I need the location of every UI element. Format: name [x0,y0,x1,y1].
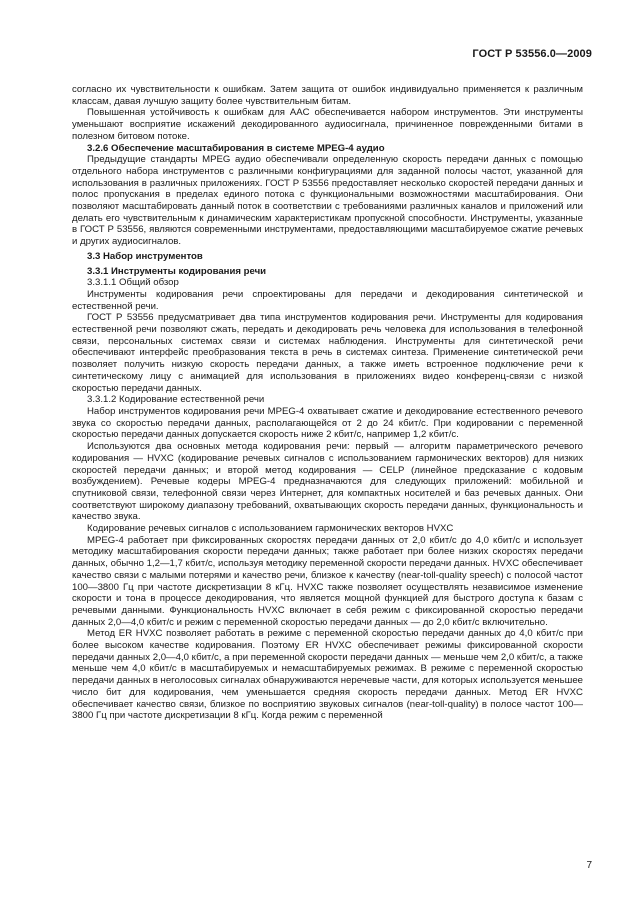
paragraph: MPEG-4 работает при фиксированных скоростях передачи данных от 2,0 кбит/с до 4,0 кбит/с и использует методику масштабирования скорости передачи данных; также работает при более низких скоростях передачи данных, обычно 1,2—1,7 кбит/с, используя методику переменной скорости передачи данных. HVXC обеспечивает качество связи с малыми потерями и качество речи, близкое к качеству (near-toll-quality speech) с полосой частот 100—3800 Гц при частоте дискретизации 8 кГц. HVXC также позволяет осуществлять независимое изменение скорости и тона в процессе декодирования, что является мощной функцией для быстрого доступа к базам с речевыми данными. Функциональность HVXC включает в себя режим с фиксированной скоростью передачи данных 2,0—4,0 кбит/с и режим с переменной скоростью передачи данных — до 2,0 кбит/с включительно. [72,534,583,628]
document-header: ГОСТ Р 53556.0—2009 [472,48,592,60]
section-heading: 3.3.1 Инструменты кодирования речи [87,265,267,277]
paragraph: Предыдущие стандарты MPEG аудио обеспечивали определенную скорость передачи данных с помощью отдельного набора инструментов с различными конфигурациями для заданной полосы частот, указанной для использования в различных приложениях. ГОСТ Р 53556 предоставляет несколько скоростей передачи данных и полос пропускания в пределах единого потока с функциональными возможностями масштабирования. Они позволяют масштабировать данный поток в соответствии с требованиями различных каналов и приложений или делать его чувствительным к динамическим характеристикам пропускной способности. Инструменты, указанные в ГОСТ Р 53556, являются современными инструментами, предоставляющими масштабируемое сжатие речевых и других аудиосигналов. [72,154,583,248]
paragraph: ГОСТ Р 53556 предусматривает два типа инструментов кодирования речи. Инструменты для кодирования естественной речи позволяют сжать, передать и декодировать речь человека для использования в телефонной связи, персональных системах связи и системах наблюдения. Инструменты для синтетической речи обеспечивают интерфейс преобразования текста в речь в системах синтеза. Применение синтетической речи позволяет получить низкую скорость передачи данных, а также иметь встроенное подключение речи к синтетическому лицу с анимацией для использования в приложениях видео конференц-связи с низкой скоростью передачи данных. [72,312,583,394]
section-heading: 3.3 Набор инструментов [87,250,203,262]
page-number: 7 [586,860,592,871]
paragraph: Метод ER HVXC позволяет работать в режиме с переменной скоростью передачи данных до 4,0 кбит/с при более высоком качестве кодирования. Поэтому ER HVXC обеспечивает режимы фиксированной скорости передачи данных 2,0—4,0 кбит/с, а при переменной скорости передачи данных — меньше чем 2,0 кбит/с, а также меньше чем 4,0 кбит/с в масштабируемых и немасштабируемых режимах. В режиме с переменной скоростью передачи данных в неголосовых сигналах обнаруживаются неречевые части, для которых используется меньшее число бит для кодирования, чем уменьшается средняя скорость передачи данных. Метод ER HVXC обеспечивает качество связи, близкое по восприятию звуковых сигналов (near-toll-quality) в полосе частот 100—3800 Гц при частоте дискретизации 8 кГц. Когда режим с переменной [72,628,583,722]
text-continuation: согласно их чувствительности к ошибкам. Затем защита от ошибок индивидуально применяется к различным классам, давая лучшую защиту более чувствительным битам. [72,84,583,107]
paragraph: Инструменты кодирования речи спроектированы для передачи и декодирования синтетической и естественной речи. [72,288,583,312]
paragraph: Используются два основных метода кодирования речи: первый — алгоритм параметрического речевого кодирования — HVXC (кодирование речевых сигналов с использованием гармонических векторов) для низких скоростей передачи данных; и второй метод кодирования — CELP (линейное предсказание с кодовым возбуждением). Речевые кодеры MPEG-4 предназначаются для следующих приложений: мобильной и спутниковой связи, телефонной связи через Интернет, для компактных носителей и баз речевых данных. Они соответствуют широкому диапазону требований, охватывающих скорость передачи данных, функциональность и качество звука. [72,441,583,523]
subsection-title: 3.3.1.2 Кодирование естественной речи [87,394,265,406]
subsection-title: 3.3.1.1 Общий обзор [87,277,179,289]
paragraph: Набор инструментов кодирования речи MPEG-4 охватывает сжатие и декодирование естественного речевого звука со скоростью передачи данных, располагающейся от 2 до 24 кбит/с. При кодировании с переменной скоростью передачи данных допускается скорость ниже 2 кбит/с, например 1,2 кбит/с. [72,405,583,441]
section-heading: 3.2.6 Обеспечение масштабирования в системе MPEG-4 аудио [87,142,385,154]
paragraph: Повышенная устойчивость к ошибкам для AAC обеспечивается набором инструментов. Эти инструменты уменьшают восприятие искажений декодированного аудиосигнала, причиненное поврежденными битами в полезном битовом потоке. [72,107,583,142]
page-body [72,84,583,722]
paragraph: Кодирование речевых сигналов с использованием гармонических векторов HVXC [87,523,454,535]
